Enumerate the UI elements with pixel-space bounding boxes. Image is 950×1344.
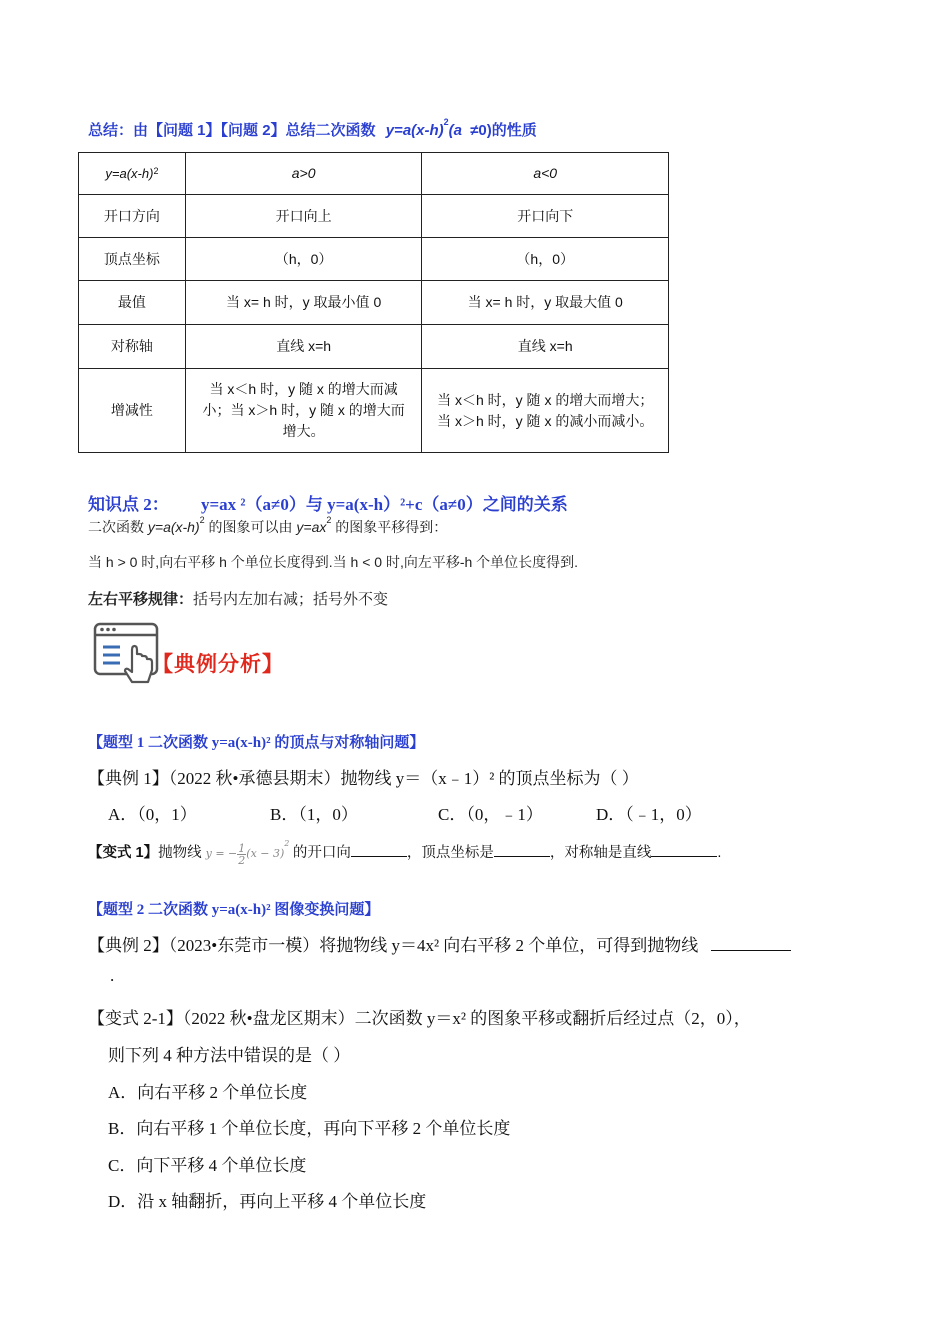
table-cell: 直线 x=h — [185, 325, 422, 369]
banner-title: 【典例分析】 — [152, 651, 284, 676]
kp2-rule-label: 左右平移规律： — [88, 591, 194, 608]
variant2-1-line2: 则下列 4 种方法中错误的是（ ） — [108, 1046, 351, 1065]
example2-text: （2023•东莞市一模）将抛物线 y＝4x² 向右平移 2 个单位，可得到抛物线 — [168, 936, 699, 955]
table-row: $y=a(x-h)^2$ a>0 a<0 — [79, 153, 669, 195]
example1-text: （2022 秋•承德县期末）抛物线 y＝（x﹣1）² 的顶点坐标为（ ） — [168, 769, 639, 788]
table-header-func: y=a(x-h) — [105, 166, 154, 181]
example1 — [88, 764, 639, 789]
example1-label: 【典例 1】 — [88, 769, 169, 788]
variant1-label: 【变式 1】 — [88, 845, 159, 861]
variant2-1-label: 【变式 2-1】 — [88, 1009, 183, 1028]
kp2-rule — [88, 588, 388, 609]
table-cell: 当 x= h 时，y 取最小值 0 — [185, 281, 422, 325]
table-cell: 当 x＜h 时，y 随 x 的增大而增大；当 x＞h 时，y 随 x 的减小而减小。 — [422, 369, 669, 453]
blank-3 — [651, 842, 717, 857]
table-cell: （h，0） — [185, 238, 422, 281]
variant2-option-c: C．向下平移 4 个单位长度 — [108, 1156, 307, 1175]
option-c: C．（0，﹣1） — [438, 805, 543, 824]
properties-table — [78, 152, 669, 453]
table-row — [79, 281, 669, 325]
summary-formula: y=a(x-h) — [385, 122, 444, 139]
table-cell: 对称轴 — [79, 325, 186, 369]
variant2-option-b: B．向右平移 1 个单位长度，再向下平移 2 个单位长度 — [108, 1119, 511, 1138]
analysis-banner — [92, 620, 312, 690]
example2-dot: . — [110, 966, 115, 985]
table-cell: 开口向上 — [185, 195, 422, 238]
variant2-1 — [88, 1004, 751, 1029]
variant2-option-a: A．向右平移 2 个单位长度 — [108, 1083, 308, 1102]
option-d: D．（﹣1，0） — [596, 805, 702, 824]
summary-label: 总结： — [88, 122, 134, 139]
type2-heading: 【题型 2 二次函数 y=a(x-h)² 图像变换问题】 — [88, 902, 380, 918]
kp2-title-formula: y=ax ²（a≠0）与 y=a(x-h）²+c（a≠0）之间的关系 — [201, 495, 568, 514]
type1-heading: 【题型 1 二次函数 y=a(x-h)² 的顶点与对称轴问题】 — [88, 735, 425, 751]
table-header-neg: a<0 — [533, 165, 558, 181]
variant2-1-text: （2022 秋•盘龙区期末）二次函数 y＝x² 的图象平移或翻折后经过点（2，0）， — [182, 1009, 751, 1028]
variant2-option-d: D．沿 x 轴翻折，再向上平移 4 个单位长度 — [108, 1192, 427, 1211]
option-a: A．（0，1） — [108, 805, 197, 824]
blank-1 — [351, 842, 407, 857]
table-cell: 当 x= h 时，y 取最大值 0 — [422, 281, 669, 325]
example2-label: 【典例 2】 — [88, 936, 169, 955]
kp2-rule-text: 括号内左加右减；括号外不变 — [193, 591, 389, 608]
table-row — [79, 238, 669, 281]
table-cell: 直线 x=h — [422, 325, 669, 369]
variant1-formula: y = − $\frac{1}{2}(x - 3)^2$ — [205, 839, 290, 867]
table-row — [79, 325, 669, 369]
example2 — [88, 931, 791, 956]
blank-4 — [711, 936, 791, 951]
kp2-line2: 当 h > 0 时,向右平移 h 个单位长度得到.当 h < 0 时,向左平移-h 个单位长度得到. — [88, 554, 579, 570]
blank-2 — [494, 842, 550, 857]
kp2-title — [88, 490, 568, 515]
table-header-pos: a>0 — [291, 165, 316, 181]
table-cell: （h，0） — [422, 238, 669, 281]
table-cell: 开口方向 — [79, 195, 186, 238]
kp2-title-label: 知识点 2： — [88, 495, 169, 514]
table-cell: 增减性 — [79, 369, 186, 453]
kp2-line1: 二次函数 $y=a(x-h)^2$ 的图象可以由 $y=ax^2$ 的图象平移得到： — [88, 515, 448, 535]
table-row — [79, 195, 669, 238]
table-cell: 最值 — [79, 281, 186, 325]
table-cell: 当 x＜h 时，y 随 x 的增大而减小；当 x＞h 时，y 随 x 的增大而增大。 — [185, 369, 422, 453]
variant1: 【变式 1】抛物线 y = − $\frac{1}{2}(x - 3)^2$ 的开口向 ，顶点坐标是 ，对称轴是直线 . — [88, 839, 722, 867]
summary-text: 由【问题 1】【问题 2】总结二次函数 — [133, 122, 376, 139]
table-cell: 开口向下 — [422, 195, 669, 238]
option-b: B．（1，0） — [270, 805, 358, 824]
summary-heading: 总结：由【问题 1】【问题 2】总结二次函数 $y=a(x-h)^2(a \ne 0)$的性质 — [88, 117, 537, 139]
table-cell: 顶点坐标 — [79, 238, 186, 281]
table-row — [79, 369, 669, 453]
